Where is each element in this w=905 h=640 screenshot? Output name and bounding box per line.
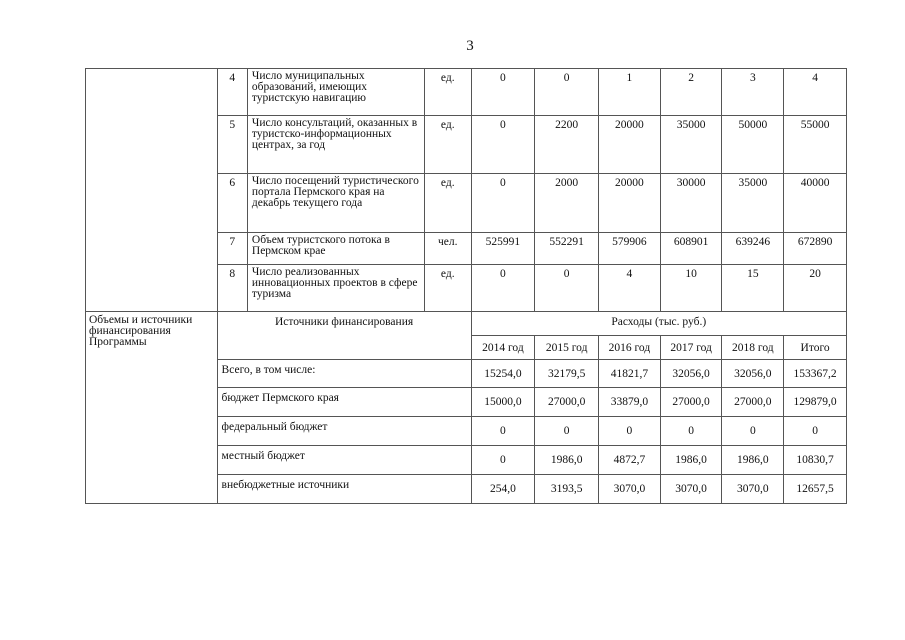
finance-value: 1986,0 bbox=[535, 446, 599, 475]
program-table bbox=[85, 68, 847, 504]
finance-value: 33879,0 bbox=[599, 388, 661, 417]
left-empty-cell bbox=[86, 69, 218, 312]
indicator-value: 3 bbox=[722, 69, 784, 116]
year-header: 2014 год bbox=[471, 336, 535, 360]
finance-source-label: местный бюджет bbox=[217, 446, 471, 475]
indicator-value: 2200 bbox=[535, 116, 599, 174]
indicator-value: 0 bbox=[471, 265, 535, 312]
finance-source-label: внебюджетные источники bbox=[217, 475, 471, 504]
total-header: Итого bbox=[784, 336, 847, 360]
indicator-value: 40000 bbox=[784, 174, 847, 233]
indicator-value: 1 bbox=[599, 69, 661, 116]
finance-value: 41821,7 bbox=[599, 360, 661, 388]
finance-value: 32179,5 bbox=[535, 360, 599, 388]
indicator-value: 0 bbox=[471, 174, 535, 233]
indicator-value: 0 bbox=[471, 69, 535, 116]
finance-source-label: Всего, в том числе: bbox=[217, 360, 471, 388]
finance-value: 3193,5 bbox=[535, 475, 599, 504]
indicator-value: 15 bbox=[722, 265, 784, 312]
indicator-value: 0 bbox=[471, 116, 535, 174]
finance-value: 12657,5 bbox=[784, 475, 847, 504]
finance-value: 27000,0 bbox=[722, 388, 784, 417]
finance-header-row bbox=[86, 312, 847, 336]
finance-source-label: бюджет Пермского края bbox=[217, 388, 471, 417]
expenses-header: Расходы (тыс. руб.) bbox=[471, 312, 846, 336]
finance-value: 0 bbox=[471, 446, 535, 475]
indicator-value: 579906 bbox=[599, 233, 661, 265]
indicator-row bbox=[86, 69, 847, 116]
indicator-value: 50000 bbox=[722, 116, 784, 174]
finance-value: 32056,0 bbox=[660, 360, 722, 388]
indicator-unit: ед. bbox=[424, 116, 471, 174]
finance-value: 10830,7 bbox=[784, 446, 847, 475]
year-header: 2017 год bbox=[660, 336, 722, 360]
finance-value: 0 bbox=[660, 417, 722, 446]
finance-value: 0 bbox=[599, 417, 661, 446]
indicator-value: 608901 bbox=[660, 233, 722, 265]
finance-value: 0 bbox=[722, 417, 784, 446]
finance-value: 3070,0 bbox=[722, 475, 784, 504]
year-header: 2018 год bbox=[722, 336, 784, 360]
indicator-value: 552291 bbox=[535, 233, 599, 265]
finance-value: 153367,2 bbox=[784, 360, 847, 388]
indicator-value: 2000 bbox=[535, 174, 599, 233]
sources-header: Источники финансирования bbox=[217, 312, 471, 360]
finance-value: 0 bbox=[784, 417, 847, 446]
row-number: 8 bbox=[217, 265, 247, 312]
finance-value: 0 bbox=[535, 417, 599, 446]
finance-value: 27000,0 bbox=[660, 388, 722, 417]
finance-value: 3070,0 bbox=[660, 475, 722, 504]
indicator-value: 0 bbox=[535, 265, 599, 312]
finance-value: 0 bbox=[471, 417, 535, 446]
finance-value: 3070,0 bbox=[599, 475, 661, 504]
finance-value: 15000,0 bbox=[471, 388, 535, 417]
indicator-description: Число реализованных инновационных проектов в сфере туризма bbox=[247, 265, 424, 312]
indicator-description: Число муниципальных образований, имеющих туристскую навигацию bbox=[247, 69, 424, 116]
row-number: 4 bbox=[217, 69, 247, 116]
row-number: 7 bbox=[217, 233, 247, 265]
row-number: 5 bbox=[217, 116, 247, 174]
year-header: 2015 год bbox=[535, 336, 599, 360]
indicator-value: 35000 bbox=[660, 116, 722, 174]
indicator-value: 30000 bbox=[660, 174, 722, 233]
indicator-value: 20 bbox=[784, 265, 847, 312]
finance-section-label: Объемы и источники финансирования Программы bbox=[86, 312, 218, 504]
indicator-value: 672890 bbox=[784, 233, 847, 265]
finance-value: 129879,0 bbox=[784, 388, 847, 417]
finance-value: 1986,0 bbox=[722, 446, 784, 475]
indicator-value: 35000 bbox=[722, 174, 784, 233]
finance-value: 254,0 bbox=[471, 475, 535, 504]
indicator-value: 20000 bbox=[599, 116, 661, 174]
finance-value: 4872,7 bbox=[599, 446, 661, 475]
row-number: 6 bbox=[217, 174, 247, 233]
indicator-value: 2 bbox=[660, 69, 722, 116]
indicator-description: Число посещений туристического портала Пермского края на декабрь текущего года bbox=[247, 174, 424, 233]
finance-value: 32056,0 bbox=[722, 360, 784, 388]
year-header: 2016 год bbox=[599, 336, 661, 360]
indicator-value: 4 bbox=[784, 69, 847, 116]
indicator-value: 55000 bbox=[784, 116, 847, 174]
indicator-description: Объем туристского потока в Пермском крае bbox=[247, 233, 424, 265]
indicator-description: Число консультаций, оказанных в туристско-информационных центрах, за год bbox=[247, 116, 424, 174]
indicator-unit: чел. bbox=[424, 233, 471, 265]
indicator-unit: ед. bbox=[424, 69, 471, 116]
indicator-value: 10 bbox=[660, 265, 722, 312]
finance-value: 1986,0 bbox=[660, 446, 722, 475]
indicator-value: 639246 bbox=[722, 233, 784, 265]
indicator-value: 525991 bbox=[471, 233, 535, 265]
indicator-unit: ед. bbox=[424, 265, 471, 312]
indicator-value: 20000 bbox=[599, 174, 661, 233]
indicator-unit: ед. bbox=[424, 174, 471, 233]
page-number: 3 bbox=[466, 38, 474, 54]
finance-value: 27000,0 bbox=[535, 388, 599, 417]
finance-source-label: федеральный бюджет bbox=[217, 417, 471, 446]
indicator-value: 0 bbox=[535, 69, 599, 116]
indicator-value: 4 bbox=[599, 265, 661, 312]
finance-value: 15254,0 bbox=[471, 360, 535, 388]
